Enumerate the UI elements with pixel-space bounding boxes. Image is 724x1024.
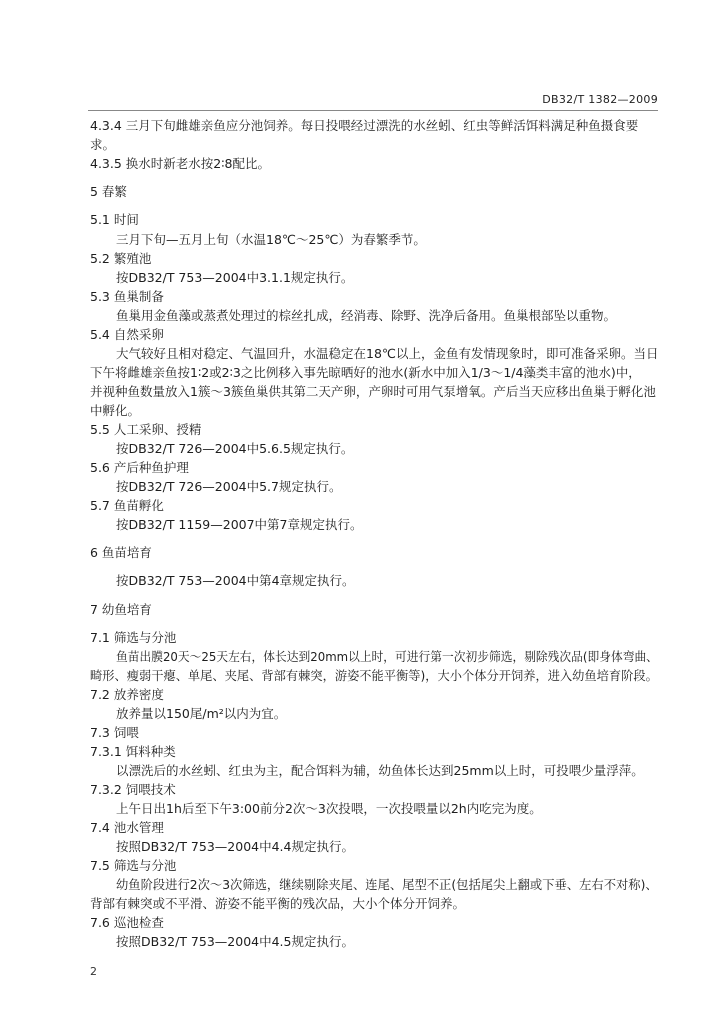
heading-7-1: 7.1 筛选与分池 [90, 630, 177, 645]
heading-7-4: 7.4 池水管理 [90, 820, 164, 835]
heading-7-6: 7.6 巡池检查 [90, 915, 164, 930]
heading-7: 7 幼鱼培育 [90, 602, 152, 617]
para-7-6: 按照DB32/T 753—2004中4.5规定执行。 [116, 934, 354, 949]
para-5-4-line2: 下午将雌雄亲鱼按1∶2或2∶3之比例移入事先晾晒好的池水(新水中加入1/3～1/4藻类丰富的池水)中， [90, 365, 641, 380]
para-5-7: 按DB32/T 1159—2007中第7章规定执行。 [116, 517, 363, 532]
para-5-4-line4: 中孵化。 [90, 403, 141, 418]
heading-5: 5 春繁 [90, 184, 127, 199]
para-7-4: 按照DB32/T 753—2004中4.4规定执行。 [116, 839, 354, 854]
heading-5-4: 5.4 自然采卵 [90, 327, 164, 342]
header-rule [88, 110, 658, 111]
heading-7-5: 7.5 筛选与分池 [90, 858, 177, 873]
para-5-4-line1: 大气较好且相对稳定、气温回升，水温稳定在18℃以上，金鱼有发情现象时，即可准备采卵。当日 [116, 346, 659, 361]
para-7-5-line1: 幼鱼阶段进行2次～3次筛选，继续剔除夹尾、连尾、尾型不正(包括尾尖上翻或下垂、左右不对称)、 [116, 877, 658, 892]
para-7-3-1: 以漂洗后的水丝蚓、红虫为主，配合饵料为辅，幼鱼体长达到25mm以上时，可投喂少量浮萍。 [116, 763, 644, 778]
line-4-3-4: 4.3.4 三月下旬雌雄亲鱼应分池饲养。每日投喂经过漂洗的水丝蚓、红虫等鲜活饵料满足种鱼摄食要 [90, 118, 639, 133]
para-5-3: 鱼巢用金鱼藻或蒸煮处理过的棕丝扎成，经消毒、除野、洗净后备用。鱼巢根部坠以重物。 [116, 308, 617, 323]
para-6: 按DB32/T 753—2004中第4章规定执行。 [116, 573, 355, 588]
heading-5-3: 5.3 鱼巢制备 [90, 289, 164, 304]
para-5-4-line3: 并视种鱼数量放入1簇～3簇鱼巢供其第二天产卵，产卵时可用气泵增氧。产后当天应移出鱼巢于孵化池 [90, 384, 656, 399]
para-7-5-line2: 背部有棘突或不平滑、游姿不能平衡的残次品，大小个体分开饲养。 [90, 896, 466, 911]
header-doc-code: DB32/T 1382—2009 [542, 93, 658, 106]
heading-5-6: 5.6 产后种鱼护理 [90, 460, 189, 475]
heading-7-3-2: 7.3.2 饲喂技术 [90, 782, 176, 797]
page-number: 2 [90, 965, 97, 978]
heading-5-5: 5.5 人工采卵、授精 [90, 422, 202, 437]
para-7-3-2: 上午日出1h后至下午3:00前分2次～3次投喂，一次投喂量以2h内吃完为度。 [116, 801, 542, 816]
para-5-5: 按DB32/T 726—2004中5.6.5规定执行。 [116, 441, 354, 456]
heading-5-1: 5.1 时间 [90, 212, 139, 227]
para-7-1-line2: 畸形、瘦弱干瘪、单尾、夹尾、背部有棘突，游姿不能平衡等)，大小个体分开饲养，进入幼鱼培育阶段。 [90, 668, 658, 683]
heading-6: 6 鱼苗培育 [90, 545, 152, 560]
heading-5-7: 5.7 鱼苗孵化 [90, 498, 164, 513]
heading-7-3-1: 7.3.1 饵料种类 [90, 744, 176, 759]
para-5-6: 按DB32/T 726—2004中5.7规定执行。 [116, 479, 342, 494]
heading-7-3: 7.3 饲喂 [90, 725, 139, 740]
para-5-2: 按DB32/T 753—2004中3.1.1规定执行。 [116, 270, 354, 285]
line-4-3-5: 4.3.5 换水时新老水按2∶8配比。 [90, 156, 270, 171]
para-7-2: 放养量以150尾/m²以内为宜。 [116, 706, 287, 721]
para-5-1: 三月下旬—五月上旬（水温18℃～25℃）为春繁季节。 [116, 232, 426, 247]
heading-7-2: 7.2 放养密度 [90, 687, 164, 702]
heading-5-2: 5.2 繁殖池 [90, 251, 152, 266]
para-7-1-line1: 鱼苗出膜20天～25天左右，体长达到20mm以上时，可进行第一次初步筛选，剔除残次品(即身体弯曲、 [116, 649, 658, 664]
line-4-3-4-cont: 求。 [90, 137, 116, 152]
